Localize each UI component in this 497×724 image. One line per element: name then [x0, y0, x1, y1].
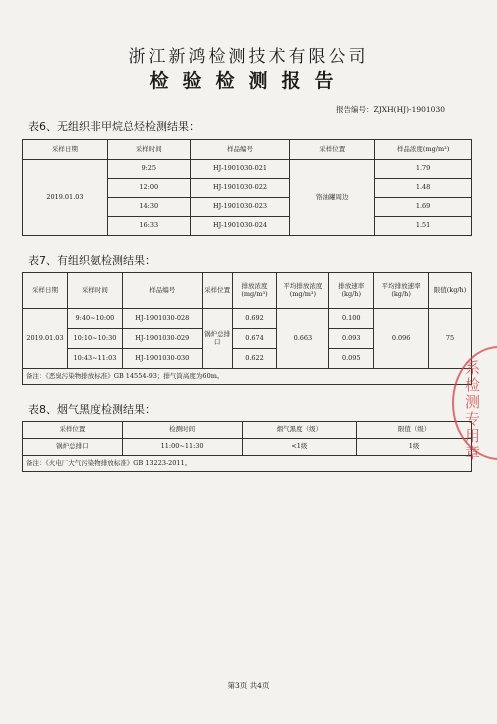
sample-id: HJ-1901030-029 [122, 329, 202, 349]
header-cell: 样品浓度(mg/m³) [375, 140, 472, 160]
sample-id: HJ-1901030-028 [122, 309, 202, 329]
page-footer: 第3页 共4页 [227, 681, 270, 690]
sampling-location: 锅炉总排口 [23, 439, 123, 456]
average-concentration: 0.663 [277, 309, 329, 369]
header-cell: 限值(kg/h) [429, 273, 472, 309]
note-row [23, 369, 472, 385]
concentration: 1.51 [375, 217, 472, 236]
header-cell: 检测时间 [122, 422, 242, 439]
emission-concentration: 0.622 [232, 349, 277, 369]
sampling-time: 14:30 [107, 198, 190, 217]
sampling-date: 2019.01.03 [23, 309, 68, 369]
header-cell: 烟气黑度（级） [242, 422, 357, 439]
concentration: 1.48 [375, 179, 472, 198]
stamp-text: 系检测专用章 [463, 360, 481, 462]
header-cell: 采样时间 [67, 273, 122, 309]
header-cell: 样品编号 [122, 273, 202, 309]
table-header-row [23, 273, 472, 309]
table-header-row [23, 140, 472, 160]
table6-heading: 表6、无组织非甲烷总烃检测结果： [28, 120, 200, 133]
emission-rate: 0.095 [329, 349, 374, 369]
sampling-time: 12:00 [107, 179, 190, 198]
header-cell: 平均排放速率(kg/h) [374, 273, 429, 309]
sample-id: HJ-1901030-030 [122, 349, 202, 369]
table-row [23, 309, 472, 329]
table-row [23, 439, 472, 456]
sampling-time: 9:25 [107, 160, 190, 179]
sample-id: HJ-1901030-024 [190, 217, 290, 236]
header-cell: 采样日期 [23, 273, 68, 309]
header-cell: 排放浓度(mg/m³) [232, 273, 277, 309]
header-cell: 采样时间 [107, 140, 190, 160]
header-cell: 采样日期 [23, 140, 108, 160]
table7-heading: 表7、有组织氨检测结果： [28, 254, 156, 267]
header-cell: 限值（级） [357, 422, 472, 439]
smoke-blackness: <1级 [242, 439, 357, 456]
table6 [22, 139, 472, 236]
table-header-row [23, 422, 472, 439]
sampling-time: 10:10~10:30 [67, 329, 122, 349]
concentration: 1.69 [375, 198, 472, 217]
emission-rate: 0.093 [329, 329, 374, 349]
limit-value: 1级 [357, 439, 472, 456]
test-time: 11:00~11:30 [122, 439, 242, 456]
sampling-time: 16:33 [107, 217, 190, 236]
table7 [22, 272, 472, 385]
table8-heading: 表8、烟气黑度检测结果： [28, 403, 156, 416]
sampling-time: 10:43~11:03 [67, 349, 122, 369]
average-rate: 0.096 [374, 309, 429, 369]
emission-concentration: 0.674 [232, 329, 277, 349]
concentration: 1.79 [375, 160, 472, 179]
table8-note: 备注：《火电厂大气污染物排放标准》GB 13223-2011。 [23, 456, 472, 472]
emission-rate: 0.100 [329, 309, 374, 329]
table7-note: 备注：《恶臭污染物排放标准》GB 14554-93；排气筒高度为60m。 [23, 369, 472, 385]
header-cell: 采样位置 [290, 140, 375, 160]
sampling-time: 9:40~10:00 [67, 309, 122, 329]
header-cell: 排放速率(kg/h) [329, 273, 374, 309]
header-cell: 采样位置 [23, 422, 123, 439]
limit-value: 75 [429, 309, 472, 369]
emission-concentration: 0.692 [232, 309, 277, 329]
header-cell: 采样位置 [202, 273, 232, 309]
header-cell: 平均排放浓度(mg/m³) [277, 273, 329, 309]
sampling-location: 锅炉总排口 [202, 309, 232, 369]
table-row [23, 160, 472, 179]
sampling-location: 铬油罐周边 [290, 160, 375, 236]
table8 [22, 421, 472, 472]
sample-id: HJ-1901030-021 [190, 160, 290, 179]
sample-id: HJ-1901030-023 [190, 198, 290, 217]
report-title: 检验检测报告 [149, 70, 348, 92]
sampling-date: 2019.01.03 [23, 160, 108, 236]
note-row [23, 456, 472, 472]
sample-id: HJ-1901030-022 [190, 179, 290, 198]
company-name: 浙江新鸿检测技术有限公司 [128, 47, 369, 67]
report-number: 报告编号：ZJXH(HJ)-1901030 [336, 105, 445, 114]
header-cell: 样品编号 [190, 140, 290, 160]
